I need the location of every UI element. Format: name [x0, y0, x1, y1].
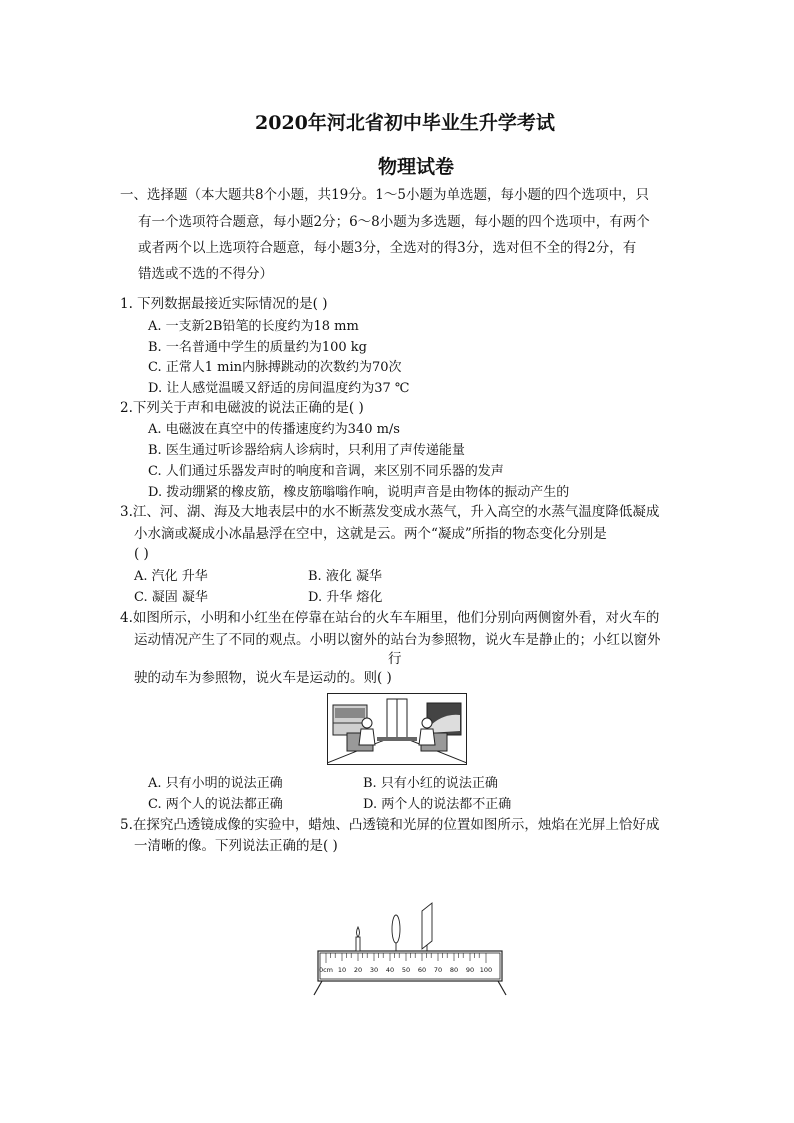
- optical-bench-figure: [308, 895, 518, 1000]
- ruler-label: 50: [401, 966, 411, 974]
- option-d: D. 让人感觉温暖又舒适的房间温度约为37 ℃: [148, 381, 410, 396]
- question-stem-line: 行: [388, 651, 402, 667]
- ruler-label: 60: [417, 966, 427, 974]
- ruler-label: 20: [353, 966, 363, 974]
- convex-lens: [392, 915, 400, 951]
- question-stem-line: 运动情况产生了不同的观点。小明以窗外的站台为参照物，说火车是静止的；小红以窗外: [134, 632, 661, 648]
- question-stem-line: 小水滴或凝成小冰晶悬浮在空中，这就是云。两个“凝成”所指的物态变化分别是: [134, 526, 607, 542]
- question-stem: 5.在探究凸透镜成像的实验中，蜡烛、凸透镜和光屏的位置如图所示，烛焰在光屏上恰好成: [120, 817, 660, 833]
- instruction-line: 错选或不选的不得分）: [138, 266, 273, 282]
- option-a: A. 只有小明的说法正确: [148, 776, 283, 791]
- instruction-line: 有一个选项符合题意，每小题2分；6～8小题为多选题，每小题的四个选项中，有两个: [138, 214, 650, 230]
- ruler-label: 90: [465, 966, 475, 974]
- option-c: C. 人们通过乐器发声时的响度和音调，来区别不同乐器的发声: [148, 464, 504, 479]
- ruler-label: 100: [479, 966, 493, 974]
- candle: [356, 927, 360, 951]
- option-b: B. 医生通过听诊器给病人诊病时，只利用了声传递能量: [148, 443, 465, 458]
- ruler-label: 0cm: [318, 966, 334, 974]
- option-b: B. 液化 凝华: [308, 569, 382, 584]
- question-stem: 1. 下列数据最接近实际情况的是( ): [120, 296, 328, 312]
- question-stem: 2.下列关于声和电磁波的说法正确的是( ): [120, 400, 364, 416]
- light-screen: [422, 903, 432, 951]
- option-d: D. 拨动绷紧的橡皮筋，橡皮筋嗡嗡作响，说明声音是由物体的振动产生的: [148, 485, 570, 500]
- ruler-label: 30: [369, 966, 379, 974]
- option-c: C. 凝固 凝华: [134, 590, 208, 605]
- option-d: D. 两个人的说法都不正确: [363, 797, 512, 812]
- instruction-line: 一、选择题（本大题共8个小题，共19分。1～5小题为单选题，每小题的四个选项中，只: [120, 187, 649, 203]
- instruction-line: 或者两个以上选项符合题意，每小题3分，全选对的得3分，选对但不全的得2分，有: [138, 240, 637, 256]
- option-b: B. 只有小红的说法正确: [363, 776, 498, 791]
- option-c: C. 正常人1 min内脉搏跳动的次数约为70次: [148, 360, 402, 375]
- question-stem: 3.江、河、湖、海及大地表层中的水不断蒸发变成水蒸气，升入高空的水蒸气温度降低凝成: [120, 504, 660, 520]
- ruler-label: 10: [337, 966, 347, 974]
- ruler-label: 40: [385, 966, 395, 974]
- paper-subtitle: 物理试卷: [378, 156, 455, 178]
- question-stem-line: 一清晰的像。下列说法正确的是( ): [134, 838, 338, 854]
- option-a: A. 一支新2B铅笔的长度约为18 mm: [148, 319, 359, 334]
- question-stem-line: 驶的动车为参照物，说火车是运动的。则( ): [134, 670, 392, 686]
- exam-title: 2020年河北省初中毕业生升学考试: [255, 112, 555, 134]
- option-a: A. 电磁波在真空中的传播速度约为340 m/s: [148, 422, 400, 437]
- question-stem-line: ( ): [134, 546, 149, 562]
- ruler-label: 80: [449, 966, 459, 974]
- option-a: A. 汽化 升华: [134, 569, 208, 584]
- ruler-label: 70: [433, 966, 443, 974]
- question-stem: 4.如图所示，小明和小红坐在停靠在站台的火车车厢里，他们分别向两侧窗外看，对火车的: [120, 610, 660, 626]
- train-carriage-figure: [327, 693, 467, 765]
- option-c: C. 两个人的说法都正确: [148, 797, 283, 812]
- option-d: D. 升华 熔化: [308, 590, 383, 605]
- option-b: B. 一名普通中学生的质量约为100 kg: [148, 340, 367, 355]
